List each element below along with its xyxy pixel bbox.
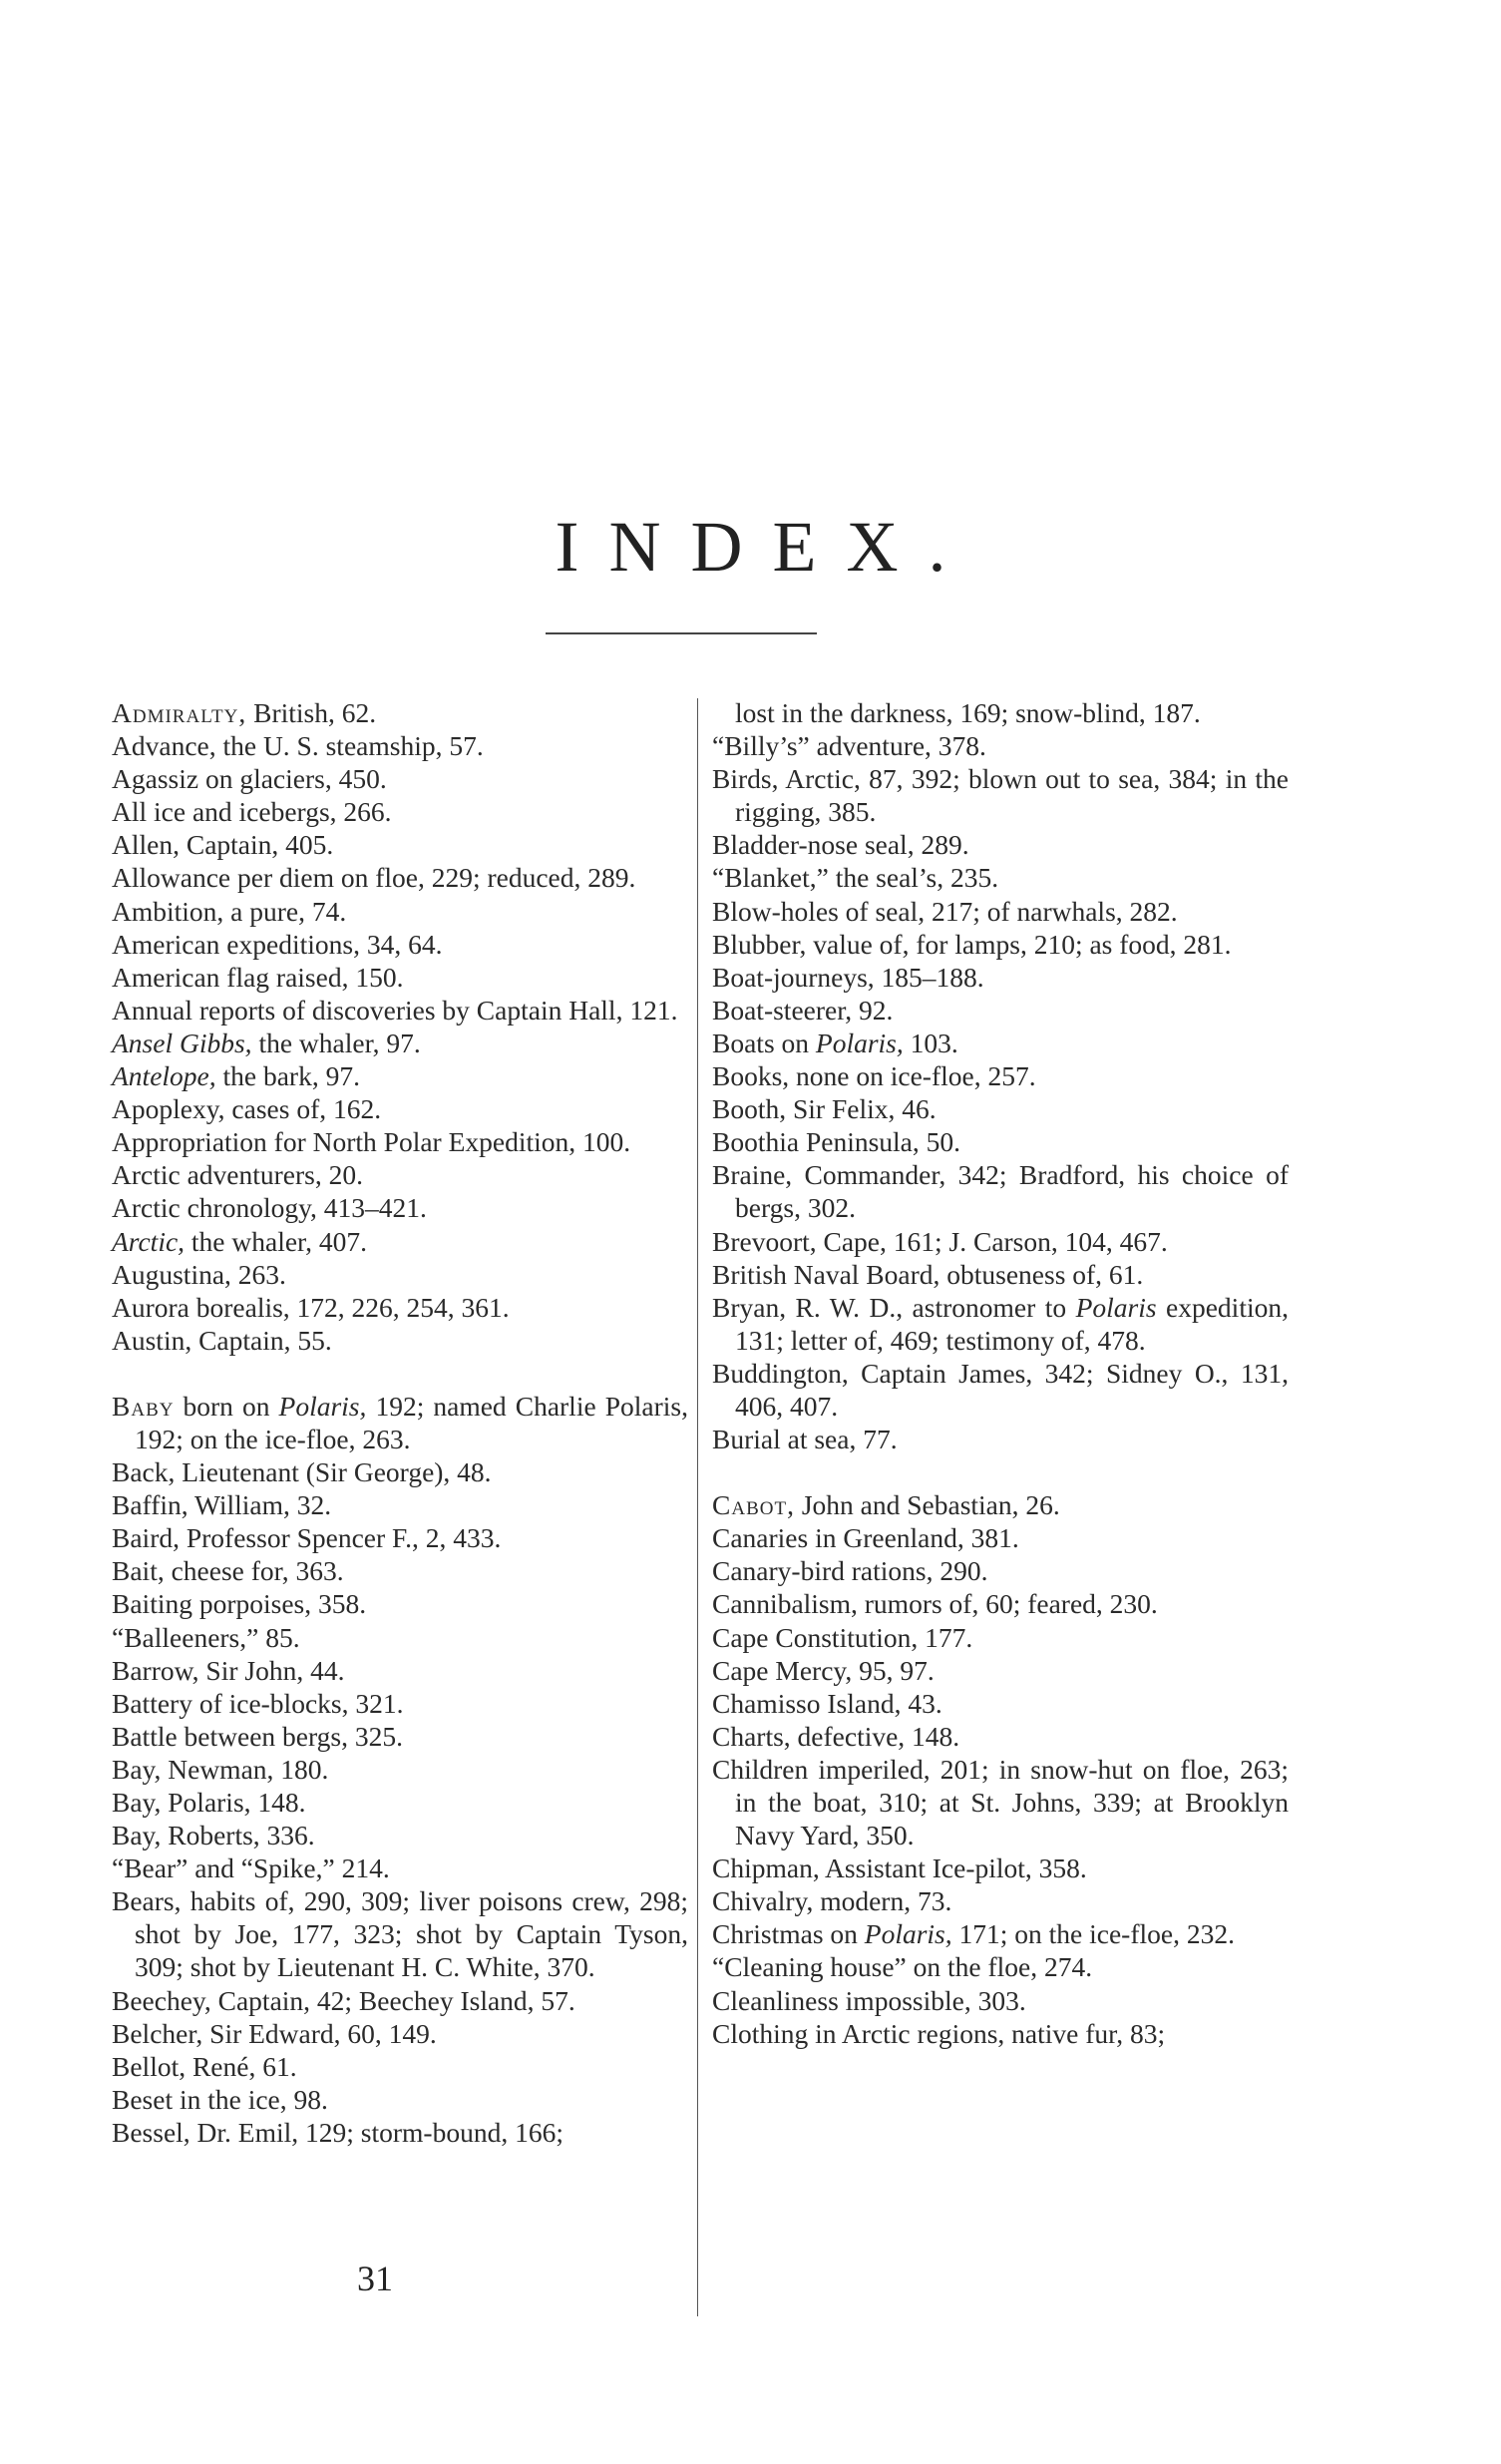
index-entry (712, 1917, 1289, 1950)
index-entry (112, 1654, 688, 1687)
entry-text: 171; on the ice-floe, 232. (951, 1918, 1235, 1950)
index-entry (112, 1687, 688, 1720)
entry-text: Bellot, René, 61. (112, 2050, 297, 2082)
index-entry (112, 1819, 688, 1851)
index-entry (112, 696, 688, 729)
index-entry (112, 895, 688, 928)
entry-text: Back, Lieutenant (Sir George), 48. (112, 1456, 492, 1488)
index-entry (712, 961, 1289, 994)
index-entry (712, 1851, 1289, 1884)
entry-lead: Cabot, (712, 1489, 795, 1521)
index-entry (712, 1291, 1289, 1357)
entry-text: John and Sebastian, 26. (794, 1489, 1060, 1521)
entry-text: Birds, Arctic, 87, 392; blown out to sea, 384; in the rigging, 385. (712, 763, 1289, 828)
entry-text: Cannibalism, rumors of, 60; feared, 230. (712, 1588, 1158, 1620)
entry-text: Beechey, Captain, 42; Beechey Island, 57. (112, 1984, 575, 2016)
index-entry (112, 1488, 688, 1521)
entry-text: Cape Constitution, 177. (712, 1621, 973, 1653)
entry-text: Boat-steerer, 92. (712, 994, 894, 1026)
entry-text: Canaries in Greenland, 381. (712, 1522, 1019, 1554)
index-entry (712, 994, 1289, 1027)
entry-text: Aurora borealis, 172, 226, 254, 361. (112, 1291, 510, 1323)
entry-text: the whaler, 97. (251, 1027, 421, 1058)
entry-text: 103. (903, 1027, 958, 1058)
entry-text: Chivalry, modern, 73. (712, 1885, 952, 1917)
index-entry (112, 2017, 688, 2050)
entry-text: Arctic chronology, 413–421. (112, 1192, 427, 1224)
entry-text: Allen, Captain, 405. (112, 829, 334, 861)
index-entry (712, 1059, 1289, 1092)
index-entry (112, 1258, 688, 1291)
entry-text: British Naval Board, obtuseness of, 61. (712, 1258, 1144, 1290)
entry-text: Appropriation for North Polar Expedition, 100. (112, 1126, 631, 1158)
index-entry (112, 1984, 688, 2017)
entry-text: Bay, Polaris, 148. (112, 1787, 306, 1818)
entry-text: Advance, the U. S. steamship, 57. (112, 730, 484, 762)
index-entry (712, 1654, 1289, 1687)
entry-text: Burial at sea, 77. (712, 1424, 898, 1455)
entry-text: Augustina, 263. (112, 1258, 286, 1290)
entry-text: Ambition, a pure, 74. (112, 895, 347, 927)
index-column-right (712, 696, 1289, 2050)
entry-text: Brevoort, Cape, 161; J. Carson, 104, 467. (712, 1225, 1168, 1257)
index-entry (712, 1753, 1289, 1851)
index-entry (712, 1092, 1289, 1125)
index-entry (112, 1554, 688, 1587)
index-entry (112, 729, 688, 762)
entry-text: Boothia Peninsula, 50. (712, 1126, 961, 1158)
index-entry (712, 1687, 1289, 1720)
column-divider (697, 698, 698, 2316)
entry-text: Austin, Captain, 55. (112, 1324, 332, 1356)
index-entry (112, 1291, 688, 1324)
index-entry (112, 1720, 688, 1753)
entry-text: Buddington, Captain James, 342; Sidney O., 131, 406, 407. (712, 1357, 1289, 1422)
entry-text: Annual reports of discoveries by Captain Hall, 121. (112, 994, 678, 1026)
index-entry (112, 1621, 688, 1654)
entry-text: “Bear” and “Spike,” 214. (112, 1852, 390, 1884)
index-entry (712, 1720, 1289, 1753)
index-entry (112, 2083, 688, 2116)
entry-text: Apoplexy, cases of, 162. (112, 1093, 382, 1125)
entry-text: Arctic adventurers, 20. (112, 1159, 363, 1191)
entry-text: Chamisso Island, 43. (712, 1687, 942, 1719)
entry-text: Chipman, Assistant Ice-pilot, 358. (712, 1852, 1087, 1884)
entry-text: Bay, Newman, 180. (112, 1753, 329, 1785)
index-entry (112, 1884, 688, 1983)
index-entry (112, 961, 688, 994)
index-entry (112, 828, 688, 861)
entry-text: expedition, 131; letter of, 469; testimony of, 478. (735, 1291, 1289, 1356)
entry-text: “Billy’s” adventure, 378. (712, 730, 986, 762)
entry-text: British, 62. (246, 697, 377, 728)
entry-text: Braine, Commander, 342; Bradford, his choice of bergs, 302. (712, 1159, 1289, 1224)
page-folio: 31 (357, 2259, 393, 2298)
entry-text: “Cleaning house” on the floe, 274. (712, 1951, 1093, 1983)
index-entry (112, 1587, 688, 1620)
entry-italic-term: Ansel Gibbs, (112, 1027, 252, 1058)
entry-text: Blow-holes of seal, 217; of narwhals, 282. (712, 895, 1178, 927)
index-entry (112, 1455, 688, 1488)
entry-italic-term: Polaris (1075, 1291, 1157, 1323)
entry-italic-term: Antelope, (112, 1060, 216, 1092)
entry-text: Bay, Roberts, 336. (112, 1820, 315, 1851)
index-entry (712, 828, 1289, 861)
entry-text: Baiting porpoises, 358. (112, 1588, 367, 1620)
entry-text: 192; named Charlie Polaris, 192; on the ice-floe, 263. (135, 1390, 688, 1454)
index-entry (712, 729, 1289, 762)
index-entry (112, 1324, 688, 1357)
index-entry (112, 2050, 688, 2083)
entry-text: Clothing in Arctic regions, native fur, 83; (712, 2017, 1166, 2049)
index-entry (712, 1125, 1289, 1158)
entry-lead: Baby (112, 1390, 175, 1422)
index-entry (712, 1621, 1289, 1654)
index-entry (712, 1027, 1289, 1059)
entry-text: American flag raised, 150. (112, 961, 404, 993)
index-entry (712, 1984, 1289, 2017)
index-entry (112, 1059, 688, 1092)
entry-text: All ice and icebergs, 266. (112, 796, 392, 828)
entry-text: American expeditions, 34, 64. (112, 928, 443, 960)
entry-text: Canary-bird rations, 290. (712, 1555, 988, 1587)
index-entry (712, 1225, 1289, 1258)
entry-text: Bait, cheese for, 363. (112, 1555, 344, 1587)
index-entry (112, 1851, 688, 1884)
entry-italic-term: Polaris, (864, 1918, 952, 1950)
entry-text: Cape Mercy, 95, 97. (712, 1654, 935, 1686)
index-entry (112, 861, 688, 894)
entry-text: Cleanliness impossible, 303. (712, 1984, 1026, 2016)
entry-italic-term: Arctic, (112, 1225, 186, 1257)
entry-italic-term: Polaris, (278, 1390, 367, 1422)
entry-text: Boats on (712, 1027, 816, 1058)
entry-text: Books, none on ice-floe, 257. (712, 1060, 1036, 1092)
entry-text: Children imperiled, 201; in snow-hut on floe, 263; in the boat, 310; at St. Johns, 339; at Brooklyn Navy Yard, 350. (712, 1753, 1289, 1851)
entry-text: Blubber, value of, for lamps, 210; as food, 281. (712, 928, 1232, 960)
entry-text: Baird, Professor Spencer F., 2, 433. (112, 1522, 502, 1554)
index-entry (112, 2116, 688, 2149)
index-entry (712, 1554, 1289, 1587)
index-entry (112, 1521, 688, 1554)
index-entry (712, 1950, 1289, 1983)
entry-text: Battery of ice-blocks, 321. (112, 1687, 404, 1719)
section-gap (712, 1455, 1289, 1488)
index-entry (112, 762, 688, 795)
index-entry (112, 795, 688, 828)
entry-text: Allowance per diem on floe, 229; reduced, 289. (112, 862, 636, 894)
index-entry (112, 1027, 688, 1059)
index-entry (112, 1225, 688, 1258)
index-entry (112, 1158, 688, 1191)
index-entry (712, 928, 1289, 961)
entry-text: Barrow, Sir John, 44. (112, 1654, 345, 1686)
entry-text: Bessel, Dr. Emil, 129; storm-bound, 166; (112, 2116, 563, 2148)
entry-lead: Admiralty, (112, 697, 247, 728)
page-title: INDEX. (555, 507, 976, 587)
entry-text: the whaler, 407. (185, 1225, 367, 1257)
entry-text: Agassiz on glaciers, 450. (112, 763, 387, 795)
entry-text: “Blanket,” the seal’s, 235. (712, 862, 999, 894)
index-entry (112, 1191, 688, 1224)
entry-text: Bears, habits of, 290, 309; liver poisons crew, 298; shot by Joe, 177, 323; shot by Captain Tyson, 309; shot by Lieutenant H. C. White, 370. (112, 1885, 688, 1983)
section-gap (112, 1357, 688, 1390)
index-entry (712, 1423, 1289, 1455)
index-entry (112, 1390, 688, 1455)
index-entry (712, 762, 1289, 828)
entry-text: the bark, 97. (215, 1060, 360, 1092)
index-entry (712, 2017, 1289, 2050)
entry-text: Bryan, R. W. D., astronomer to (712, 1291, 1076, 1323)
entry-text: Bladder-nose seal, 289. (712, 829, 969, 861)
entry-italic-term: Polaris, (815, 1027, 904, 1058)
index-entry (112, 1786, 688, 1819)
index-entry (712, 861, 1289, 894)
entry-text: Baffin, William, 32. (112, 1489, 332, 1521)
index-entry (112, 1092, 688, 1125)
index-entry (712, 1357, 1289, 1423)
entry-text: Boat-journeys, 185–188. (712, 961, 984, 993)
index-entry (712, 895, 1289, 928)
entry-text: Christmas on (712, 1918, 865, 1950)
index-entry (712, 1521, 1289, 1554)
index-entry (712, 1158, 1289, 1224)
index-column-left (112, 696, 688, 2149)
entry-text: Belcher, Sir Edward, 60, 149. (112, 2017, 437, 2049)
entry-text: Booth, Sir Felix, 46. (712, 1093, 937, 1125)
index-entry (712, 1488, 1289, 1521)
entry-text: “Balleeners,” 85. (112, 1621, 300, 1653)
index-entry (112, 1753, 688, 1786)
index-entry (712, 1258, 1289, 1291)
entry-text: born on (174, 1390, 279, 1422)
entry-text: lost in the darkness, 169; snow-blind, 187. (735, 697, 1201, 728)
index-entry (112, 1125, 688, 1158)
index-entry (112, 928, 688, 961)
title-rule (546, 632, 817, 634)
entry-text: Beset in the ice, 98. (112, 2083, 328, 2115)
index-entry (112, 994, 688, 1027)
entry-text: Battle between bergs, 325. (112, 1720, 403, 1752)
index-entry (712, 1587, 1289, 1620)
index-entry (712, 696, 1289, 729)
entry-text: Charts, defective, 148. (712, 1720, 960, 1752)
index-entry (712, 1884, 1289, 1917)
